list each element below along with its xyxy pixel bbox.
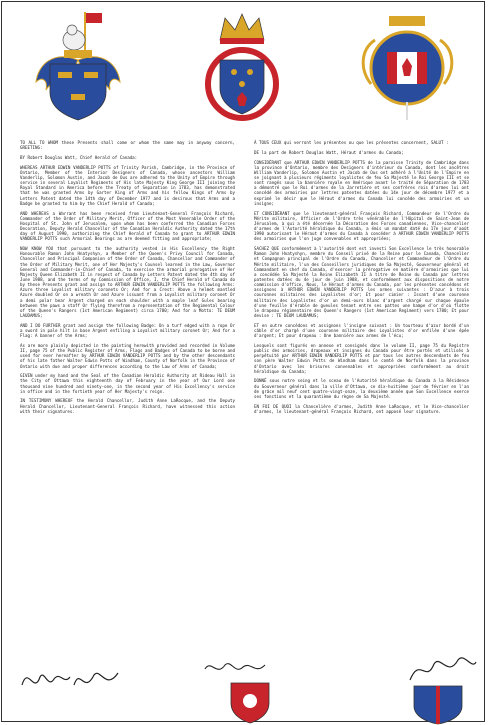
french-text-column xyxy=(254,140,472,419)
coronet xyxy=(389,16,425,26)
grantor: DE la part de Robert Douglas Watt, Héraut d'armes du Canada; xyxy=(254,149,404,155)
deputy-herald-chancellor-signature xyxy=(400,650,480,725)
sword xyxy=(406,102,408,120)
english-text-column xyxy=(20,140,238,419)
given-paragraph: DONNÉ sous notre seing et le sceau de l'Autorité héraldique du Canada à la Résidence du Gouverneur général dans la ville d'Ottawa, ce dix-huitième jour de février en l'an de grâce mil neuf cent quatre-vingt-onze, la deuxième année que Son Excellence exerce ses fonctions et la quarantième du règne de Sa Majesté. xyxy=(254,378,472,399)
badge-emblem xyxy=(355,10,460,122)
herald-chancellor-signature xyxy=(14,655,134,715)
royal-crown xyxy=(220,14,264,44)
whereas-paragraph: CONSIDÉRANT que ARTHUR EDWIN VANDERLIP POTTS de la paroisse Trinity de Cambridge dans la province d'Ontario, membre des Designers d'intérieur du Canada, dont les ancêtres William Vanderlip, Solomon Austin et Jacob de Ous ont adhéré à l'Unité de l'Empire en se joignant à plusieurs régiments loyalistes de feu Sa Majesté le Roi George III et se sont rangés sous la bannière royale en Amérique avant le traité de Séparation de 1783 a démontré que le Roi d'armes de la Jarretière et ses confrères rois d'armes lui ont concédé des armoiries par lettres patentes datées du 14e jour de décembre 1977 et a exprimé le désir que le Héraut d'armes du Canada lui concède des armoiries et un insigne; xyxy=(254,159,472,206)
given-paragraph: GIVEN under my hand and the Seal of the Canadian Heraldic Authority at Rideau Hall in the City of Ottawa this eighteenth day of February in the year of Our Lord one thousand nine hundred and ninety-one, in the second year of His Excellency's service in office and in the fortieth year of Her Majesty's reign. xyxy=(20,373,238,394)
whereas-paragraph: WHEREAS ARTHUR EDWIN VANDERLIP POTTS of Trinity Parish, Cambridge, in the Province of Ontario, Member of the Interior Designers of Canada, whose ancestors William Vanderlip, Solomon Austin, and Jacob de Ous are adhered to the Unity of Empire through service in several Loyalist Regiments of His late Majesty King George III joining the Royal Standard in America before the Treaty of Separation in 1783, has demonstrated that he was granted Arms by Garter King of Arms and his fellow Kings of Arms by Letters Patent dated the 14th day of December 1977 and is desirous that Arms and a Badge be granted to him by the Chief Herald of Canada; xyxy=(20,164,238,206)
testimony-paragraph: IN TESTIMONY WHEREOF the Herald Chancellor, Judith Anne LaRocque, and the Deputy Herald Chancellor, Lieutenant-General François Richard, have witnessed this action with their signatures. xyxy=(20,398,238,414)
testimony-paragraph: EN FOI DE QUOI la Chancelière d'armes, Judith Anne LaRocque, et le Vice-chancelier d'armes, le lieutenant-général François Richard, ont apposé leur signature. xyxy=(254,403,472,414)
register-paragraph: Lesquels sont figurés en annexe et consignés dans le volume II, page 75 du Registre public des armoiries, drapeaux et insignes du Canada pour être portés et utilisés à perpétuité par ARTHUR EDWIN VANDERLIP POTTS et par tous les autres descendants de feu son père Walter Edwin Potts de Windham dans le comté de Norfolk dans la province d'Ontario avec les brisures convenables et appropriées conformément au droit héraldique du Canada; xyxy=(254,342,472,374)
register-paragraph: As are more plainly depicted in the painting herewith provided and recorded in Volume II, page 75 of the Public Register of Arms, Flags and Badges of Canada to be borne and used for ever hereafter by ARTHUR EDWIN VANDERLIP POTTS and by the other descendants of his late father Walter Edwin Potts of Windham, County of Norfolk in the Province of Ontario with due and proper differences according to the Law of Arms of Canada; xyxy=(20,342,238,369)
salutation: TO ALL TO WHOM these Presents shall come or whom the same may in anyway concern, GREETING: xyxy=(20,140,238,151)
warrant-paragraph: AND WHEREAS a Warrant has been received from Lieutenant-General François Richard, Commander of the Order of Military Merit, Officer of the Most Venerable Order of the Hospital of St. John of Jerusalem, upon whom has been conferred the Canadian Forces Decoration, Deputy Herald Chancellor of the Canadian Heraldic Authority dated the 17th day of August 1990, authorizing the Chief Herald of Canada to grant to ARTHUR EDWIN VANDERLIP POTTS such Armorial Bearings as are deemed fitting and appropriate; xyxy=(20,210,238,242)
badge-paragraph: AND I DO FURTHER grant and assign the following Badge: On a turf edged with a rope Or a sword in pale hilt in base Argent enfiling a Loyalist military coronet Or; And for a Flag: A banner of the Arms; xyxy=(20,322,238,339)
military-coronet xyxy=(64,50,92,58)
grant-arms-paragraph: SACHEZ QUE conformément à l'autorité dont est investi Son Excellence le très honorable Ramon John Hnatyshyn, membre du Conseil privé de la Reine pour le Canada, Chancelier et Compagnon principal de l'Ordre du Canada, Chancelier et Commandeur de l'Ordre du Mérite militaire, l'un des Conseillers juridiques de Sa Majesté, Gouverneur général et Commandant en chef du Canada, d'exercer la prérogative en matière d'armoiries que lui a concédée Sa Majesté la Reine Elizabeth II à titre de Reine du Canada par lettres patentes datées du 4e jour de juin 1988, et conformément aux dispositions de notre commission d'office, Nous, le Héraut d'armes du Canada, par les présentes concédons et assignons à ARTHUR EDWIN VANDERLIP POTTS les armes suivantes : D'azur à trois couronnes militaires des Loyalistes d'or; Et pour cimier : Issant d'une couronne militaire des Loyalistes d'or un demi-ours blanc d'argent chargé sur chaque épaule d'une feuille d'érable de gueules tenant entre ses pattes une hampe d'or d'où flotte le drapeau régimentaire des Queen's Rangers (1st American Regiment) vers 1780; Et pour devise : TE DEUM LAUDAMUS; xyxy=(254,246,472,319)
grantor: BY Robert Douglas Watt, Chief Herald of Canada: xyxy=(20,154,138,160)
canadian-heraldic-authority-emblem xyxy=(190,10,295,128)
salutation: À TOUS CEUX qui verront les présentes ou que les présentes concernent, SALUT : xyxy=(254,140,449,145)
crest-polar-bear xyxy=(63,12,102,50)
seal-roundel xyxy=(243,694,257,708)
badge-paragraph: ET en outre concédons et assignons l'insigne suivant : Un tourteau d'azur bordé d'un câble d'or chargé d'une couronne militaire des Loyalistes d'or enfilée d'une épée d'argent; Et pour drapeau : Une bannière aux armes de l'écu; xyxy=(254,322,472,339)
grant-arms-paragraph: NOW KNOW YOU that pursuant to the authority vested in His Excellency the Right Honourable Ramon John Hnatyshyn, a Member of the Queen's Privy Council for Canada, Chancellor and Principal Companion of the Order of Canada, Chancellor and Commander of the Order of Military Merit, one of Her Majesty's Counsel learned in the Law, Governor General and Commander-in-Chief of Canada, to exercise the armorial prerogative of Her Majesty Queen Elizabeth II in respect of Canada by Letters Patent dated the 4th day of June 1988, and the terms of my Commission of Office, I, the Chief Herald of Canada do by these Presents grant and assign to ARTHUR EDWIN VANDERLIP POTTS the following Arms: Azure three Loyalist military coronets Or; And for a Crest: Above a helmet mantled Azure doubled Or on a wreath Or and Azure issuant from a Loyalist military coronet Or a demi polar bear Argent charged on each shoulder with a maple leaf Gules bearing between the paws a staff Or flying therefrom a representation of the Regimental Colour of the Queen's Rangers (1st American Regiment) circa 1780; And for a Motto: TE DEUM LAUDAMUS; xyxy=(20,246,238,319)
loyalist-arms-emblem xyxy=(28,10,128,122)
chief-herald-signature-and-seal xyxy=(195,655,305,725)
warrant-paragraph: ET CONSIDÉRANT que le lieutenant-général François Richard, Commandeur de l'Ordre du Mérite militaire, Officier de l'Ordre très vénérable de l'Hôpital de Saint-Jean de Jérusalem, à qui a été décernée la Décoration des Forces canadiennes, Vice-chancelier d'armes de l'Autorité héraldique du Canada, a émis un mandat daté du 17e jour d'août 1990 autorisant le Héraut d'armes du Canada à concéder à ARTHUR EDWIN VANDERLIP POTTS des armoiries que l'on juge convenables et appropriées; xyxy=(254,210,472,242)
